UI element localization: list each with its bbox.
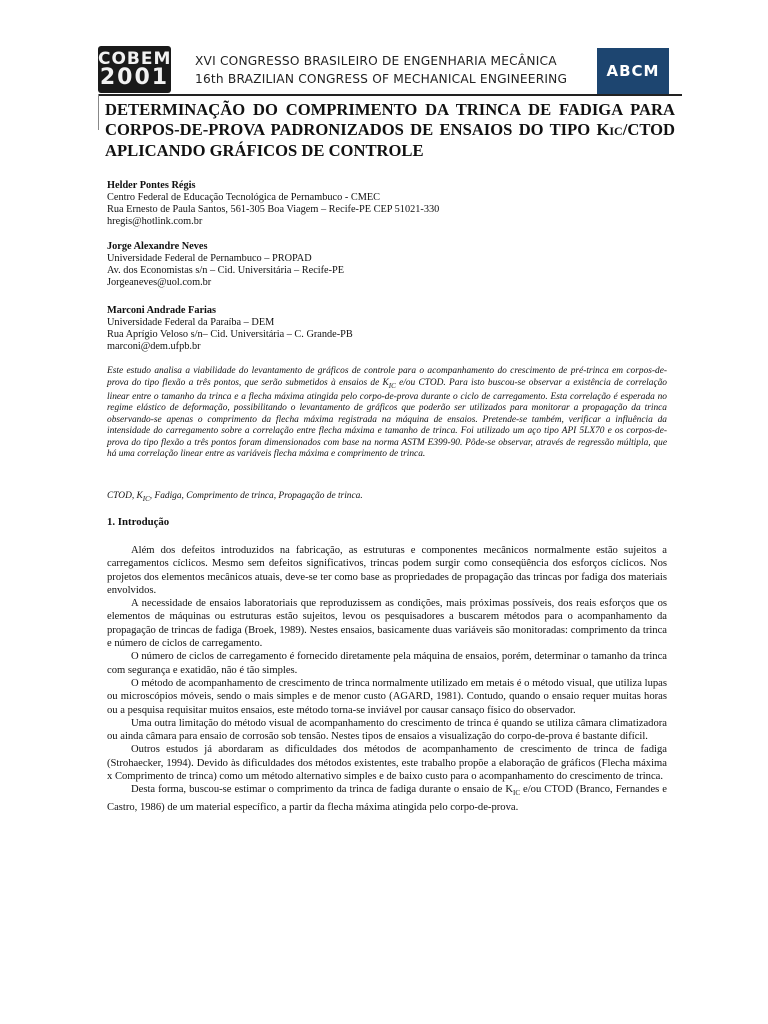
abstract	[107, 366, 667, 461]
author-email: Jorgeaneves@uol.com.br	[107, 277, 212, 288]
title-line-3: APLICANDO GRÁFICOS DE CONTROLE	[105, 141, 424, 160]
paragraph-kic-subscript: IC	[513, 789, 520, 798]
keywords-end: , Fadiga, Comprimento de trinca, Propagação de trinca.	[149, 491, 363, 501]
congress-name-en: 16th BRAZILIAN CONGRESS OF MECHANICAL ENGINEERING	[195, 72, 568, 86]
paragraph: Outros estudos já abordaram as dificuldades dos métodos de acompanhamento de crescimento de trinca de fadiga (Strohaecker, 1994). Devido às dificuldades dos métodos existentes, este trabalho propõe a elaboração de gráficos (Flecha máxima x Comprimento de trinca) como um método alternativo simples e de baixo custo para o acompanhamento do crescimento de trinca.	[107, 744, 667, 783]
logo-left-text-top: COBEM	[98, 49, 172, 69]
paragraph: O número de ciclos de carregamento é fornecido diretamente pela máquina de ensaios, porém, determinar o tamanho da trinca com segurança e exatidão, não é tão simples.	[107, 651, 667, 676]
cobem-2001-logo	[98, 46, 171, 93]
paragraph-text-end: e/ou CTOD (Branco, Fernandes e Castro, 1986) de um material específico, a partir da flecha máxima atingida pelo corpo-de-prova.	[107, 784, 667, 813]
paragraph: Além dos defeitos introduzidos na fabricação, as estruturas e componentes mecânicos normalmente estão sujeitos a carregamentos cíclicos. Mesmo sem defeitos significativos, trincas podem surgir como conseqüência dos esforços cíclicos. Nos projetos dos elementos mecânicos atuais, deve-se ter como base as propriedades de propagação das trincas por fadiga dos materiais envolvidos.	[107, 545, 667, 596]
author-address: Rua Aprígio Veloso s/n– Cid. Universitária – C. Grande-PB	[107, 329, 353, 340]
keywords-kic-subscript: IC	[142, 494, 150, 503]
abcm-logo	[597, 48, 669, 96]
author-name: Jorge Alexandre Neves	[107, 241, 208, 252]
title-line-1: DETERMINAÇÃO DO COMPRIMENTO DA TRINCA DE FADIGA PARA	[105, 100, 675, 119]
author-email: hregis@hotlink.com.br	[107, 216, 203, 227]
title-line-2-end: /CTOD	[622, 120, 675, 139]
logo-left-text-bottom: 2001	[99, 65, 170, 90]
author-block	[107, 180, 667, 228]
introduction-body	[107, 544, 667, 814]
section-heading-introduction: 1. Introdução	[107, 516, 170, 528]
author-email: marconi@dem.ufpb.br	[107, 341, 201, 352]
abstract-kic-subscript: IC	[388, 381, 396, 390]
author-affiliation: Universidade Federal da Paraíba – DEM	[107, 317, 275, 328]
header-divider	[98, 94, 682, 96]
author-name: Marconi Andrade Farias	[107, 305, 217, 316]
author-block	[107, 241, 667, 289]
paragraph: A necessidade de ensaios laboratoriais que reproduzissem as condições, mais próximas possíveis, dos reais esforços que os elementos de máquinas ou estruturas estão sujeitos, levou os pesquisadores a buscarem métodos para o acompanhamento da propagação de trincas de fadiga (Broek, 1989). Nestes ensaios, basicamente duas variáveis são monitoradas: comprimento da trinca e número de ciclos de carregamento.	[107, 598, 667, 650]
author-name: Helder Pontes Régis	[107, 180, 196, 191]
abstract-text-end: e/ou CTOD. Para isto buscou-se observar a existência de correlação linear entre o tamanho da trinca e a flecha máxima atingida pelo corpo-de-prova durante o ciclo de carregamento. Esta correlação é esperada no regime elástico de deformação, possibilitando o levantamento de gráficos que poderão ser utilizados para monitorar a propagação da trinca observando-se apenas o comprimento da flecha máxima registrada na máquina de ensaios. Pretende-se também, verificar a influência da intensidade do carregamento sobre a correlação entre flecha máxima e tamanho de trinca. Foi utilizado um aço tipo API 5LX70 e os corpos-de-prova do tipo flexão a três pontos foram dimensionados com base na norma ASTM E399-90. Pôde-se observar, através de regressão múltipla, que há uma correlação linear entre as variáveis flecha máxima e comprimento de trinca.	[107, 377, 667, 460]
header-side-rule	[98, 94, 99, 130]
paragraph: O método de acompanhamento de crescimento de trinca normalmente utilizado em metais é o método visual, que utiliza lupas ou microscópios móveis, sendo o mais simples e de menor custo (AGARD, 1981). Contudo, quando o ensaio requer muitas horas ou a pesquisa requisitar muitos ensaios, este método torna-se inviável por causar cansaço físico do observador.	[107, 677, 667, 716]
title-line-2	[105, 120, 675, 141]
author-address: Av. dos Economistas s/n – Cid. Universitária – Recife-PE	[107, 265, 345, 276]
paper-title	[105, 100, 675, 161]
title-kic-subscript: IC	[609, 124, 623, 138]
paragraph	[107, 783, 667, 814]
author-block	[107, 305, 667, 353]
keywords-start: CTOD, K	[107, 491, 143, 501]
author-address: Rua Ernesto de Paula Santos, 561-305 Boa Viagem – Recife-PE CEP 51021-330	[107, 204, 440, 215]
abcm-logo-text: ABCM	[606, 62, 660, 80]
paragraph: Uma outra limitação do método visual de acompanhamento do crescimento de trinca é quando se utiliza câmara climatizadora ou ainda câmara para ensaio de corrosão sob tensão. Nestes tipos de ensaios a visualização do corpo-de-prova é bastante difícil.	[107, 717, 667, 743]
title-line-2-text: CORPOS-DE-PROVA PADRONIZADOS DE ENSAIOS DO TIPO K	[105, 120, 610, 139]
abstract-text-start: Este estudo analisa a viabilidade do levantamento de gráficos de controle para o acompanhamento do crescimento de pré-trinca em corpos-de-prova do tipo flexão a três pontos, que serão submetidos à ensaios de K	[107, 366, 667, 388]
author-affiliation: Universidade Federal de Pernambuco – PROPAD	[107, 253, 312, 264]
author-affiliation: Centro Federal de Educação Tecnológica de Pernambuco - CMEC	[107, 192, 381, 203]
congress-name-pt: XVI CONGRESSO BRASILEIRO DE ENGENHARIA MECÂNICA	[195, 54, 557, 68]
keywords	[107, 490, 667, 505]
paragraph-text-start: Desta forma, buscou-se estimar o comprimento da trinca de fadiga durante o ensaio de K	[131, 784, 513, 796]
